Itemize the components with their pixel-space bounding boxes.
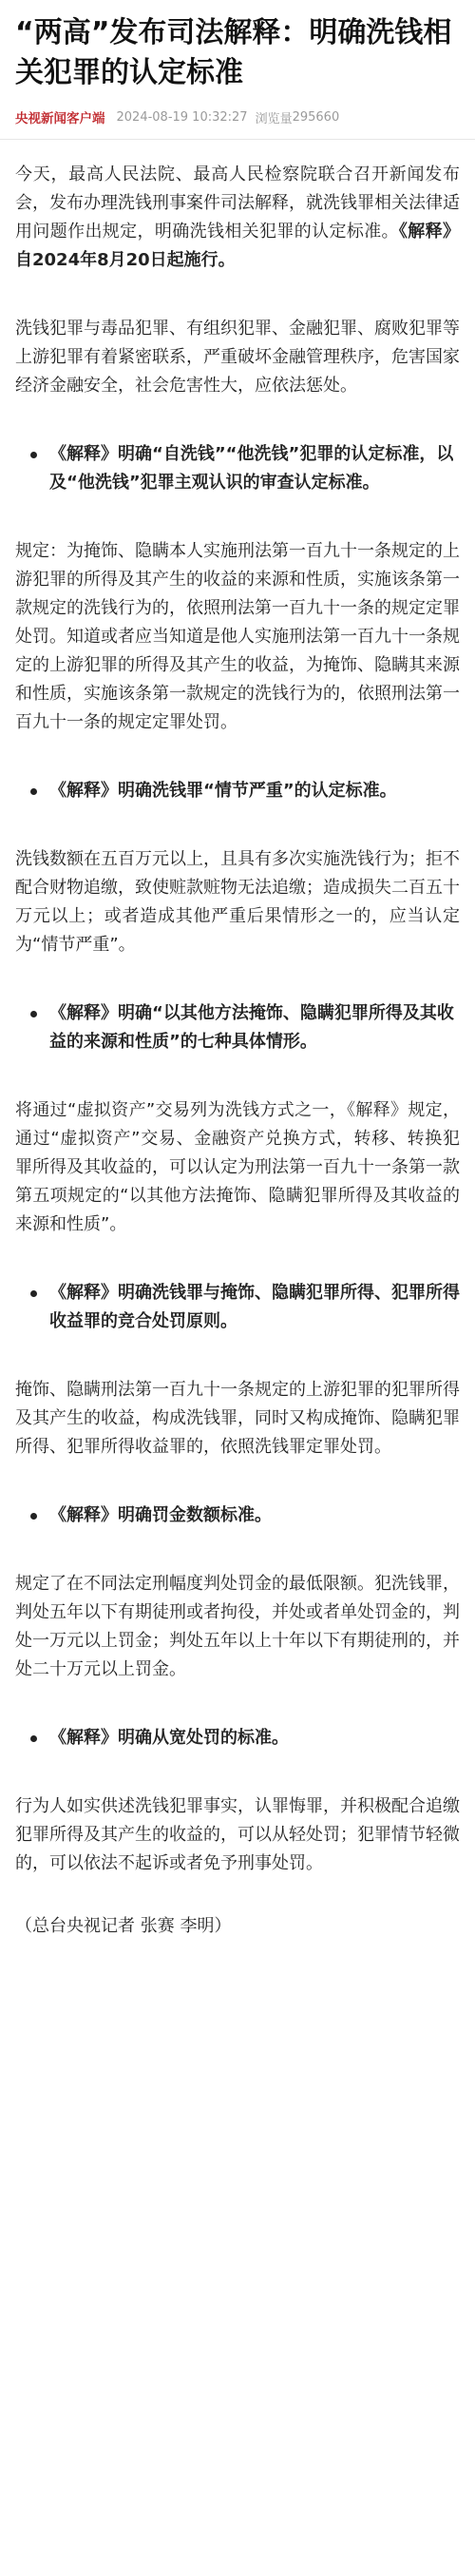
bullet-dot <box>30 1290 37 1297</box>
section-heading-5 <box>15 1501 460 1530</box>
reporter-credit: （总台央视记者 张赛 李明） <box>15 1916 232 1936</box>
views-label: 浏览量 <box>255 111 293 126</box>
bullet-dot <box>30 1735 37 1742</box>
section-heading-6 <box>15 1724 460 1753</box>
section-1-paragraph: 规定：为掩饰、隐瞒本人实施刑法第一百九十一条规定的上游犯罪的所得及其产生的收益的来源和性质，实施该条第一款规定的洗钱行为的，依照刑法第一百九十一条的规定定罪处罚。知道或者应当知道是他人实施刑法第一百九十一条规定的上游犯罪的所得及其产生的收益，为掩饰、隐瞒其来源和性质，实施该条第一款规定的洗钱行为的，依照刑法第一百九十一条的规定定罪处罚。 <box>15 541 460 732</box>
views-count: 295660 <box>292 109 340 125</box>
section-heading-2 <box>15 777 460 805</box>
background-paragraph: 洗钱犯罪与毒品犯罪、有组织犯罪、金融犯罪、腐败犯罪等上游犯罪有着紧密联系，严重破坏金融管理秩序，危害国家经济金融安全，社会危害性大，应依法惩处。 <box>15 319 460 396</box>
section-heading-2-text: 《解释》明确洗钱罪“情节严重”的认定标准。 <box>49 781 397 801</box>
publish-datetime: 2024-08-19 10:32:27 <box>116 109 248 125</box>
section-heading-4-text: 《解释》明确洗钱罪与掩饰、隐瞒犯罪所得、犯罪所得收益罪的竞合处罚原则。 <box>49 1283 460 1331</box>
bullet-dot <box>30 788 37 795</box>
intro-text: 今天，最高人民法院、最高人民检察院联合召开新闻发布会，发布办理洗钱刑事案件司法解释，就洗钱罪相关法律适用问题作出规定，明确洗钱相关犯罪的认定标准。 <box>15 165 460 242</box>
intro-paragraph <box>15 161 460 275</box>
section-heading-1 <box>15 440 460 497</box>
section-heading-3-text: 《解释》明确“以其他方法掩饰、隐瞒犯罪所得及其收益的来源和性质”的七种具体情形。 <box>49 1003 454 1052</box>
section-6-paragraph: 行为人如实供述洗钱犯罪事实，认罪悔罪，并积极配合追缴犯罪所得及其产生的收益的，可以从轻处罚；犯罪情节轻微的，可以依法不起诉或者免予刑事处罚。 <box>15 1796 460 1873</box>
source-name[interactable]: 央视新闻客户端 <box>15 111 105 126</box>
effective-date-text: 《解释》自2024年8月20日起施行。 <box>15 222 461 270</box>
section-4-paragraph: 掩饰、隐瞒刑法第一百九十一条规定的上游犯罪的犯罪所得及其产生的收益，构成洗钱罪，同时又构成掩饰、隐瞒犯罪所得、犯罪所得收益罪的，依照洗钱罪定罪处罚。 <box>15 1380 460 1457</box>
article-title: “两高”发布司法解释：明确洗钱相关犯罪的认定标准 <box>15 16 452 89</box>
section-2-paragraph: 洗钱数额在五百万元以上，且具有多次实施洗钱行为；拒不配合财物追缴，致使赃款赃物无法追缴；造成损失二百五十万元以上；或者造成其他严重后果情形之一的，应当认定为“情节严重”。 <box>15 849 460 955</box>
section-heading-4 <box>15 1279 460 1336</box>
section-5-paragraph: 规定了在不同法定刑幅度判处罚金的最低限额。犯洗钱罪，判处五年以下有期徒刑或者拘役，并处或者单处罚金的，判处一万元以上罚金；判处五年以上十年以下有期徒刑的，并处二十万元以上罚金。 <box>15 1574 460 1679</box>
section-heading-3 <box>15 999 460 1056</box>
section-3-paragraph: 将通过“虚拟资产”交易列为洗钱方式之一，《解释》规定，通过“虚拟资产”交易、金融资产兑换方式，转移、转换犯罪所得及其收益的，可以认定为刑法第一百九十一条第一款第五项规定的“以其他方法掩饰、隐瞒犯罪所得及其收益的来源和性质”。 <box>15 1100 460 1234</box>
section-heading-6-text: 《解释》明确从宽处罚的标准。 <box>49 1728 289 1748</box>
article-meta <box>15 107 460 127</box>
bullet-dot <box>30 1513 37 1520</box>
bullet-dot <box>30 1011 37 1017</box>
section-heading-1-text: 《解释》明确“自洗钱”“他洗钱”犯罪的认定标准，以及“他洗钱”犯罪主观认识的审查认定标准。 <box>49 444 454 493</box>
section-heading-5-text: 《解释》明确罚金数额标准。 <box>49 1505 272 1525</box>
bullet-dot <box>30 452 37 458</box>
